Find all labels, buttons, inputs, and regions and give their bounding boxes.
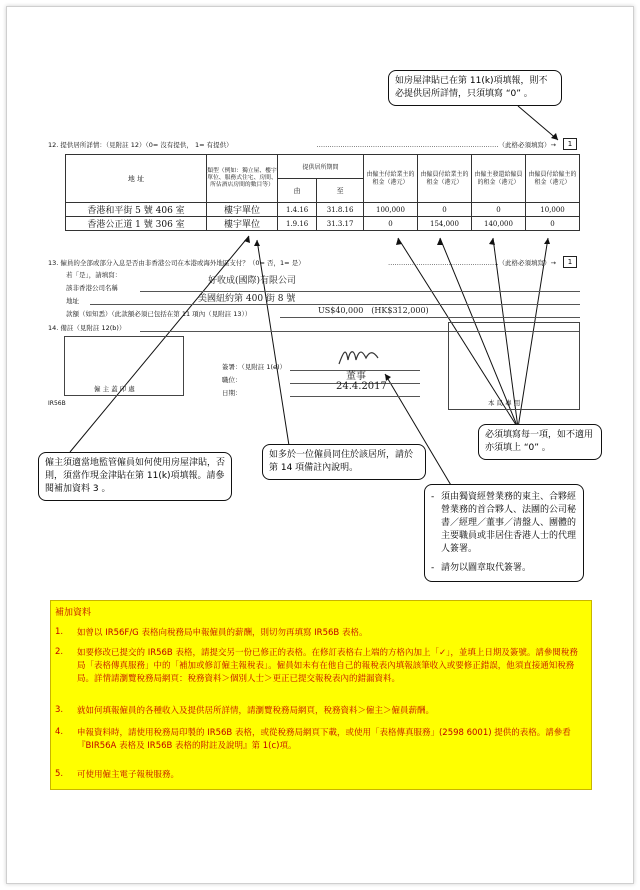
callout-house-allowance: 如房屋津貼已在第 11(k)項填報，則不必提供居所詳情，只須填寫 “0” 。 <box>388 70 562 106</box>
form-code: IR56B <box>48 400 66 407</box>
date-label: 日期： <box>222 389 242 397</box>
section-13-if-yes: 若「是」，請填寫： <box>66 271 122 279</box>
item-number: 3. <box>55 705 64 715</box>
table-row <box>66 217 580 231</box>
header-refund: 由僱主發還給僱員的租金（港元） <box>472 155 526 203</box>
cell-c2: 0 <box>418 203 472 217</box>
office-use-box <box>448 322 580 410</box>
item-number: 1. <box>55 627 64 637</box>
supplementary-item: 就如何填報僱員的各種收入及提供居所詳情，請瀏覽稅務局網頁，稅務資料＞僱主＞僱員薪酬。 <box>77 706 435 716</box>
cell-from: 1.9.16 <box>278 217 317 231</box>
header-to: 至 <box>317 179 364 203</box>
section-13-dots: ……………………………………………（此格必須填寫）→ <box>388 259 556 267</box>
cell-type: 樓宇單位 <box>207 203 278 217</box>
supplementary-item: 如曾以 IR56F/G 表格向稅務局申報僱員的薪酬，則切勿再填寫 IR56B 表格。 <box>77 628 368 638</box>
header-period: 提供居所期間 <box>278 155 364 179</box>
overseas-company-address: 美國紐約第 400 街 8 號 <box>198 294 296 304</box>
cell-c1: 0 <box>364 217 418 231</box>
item-number: 2. <box>55 647 64 657</box>
header-address: 地 址 <box>66 155 207 203</box>
signatory-rule: 須由獨資經營業務的東主、合夥經營業務的首合夥人、法團的公司秘書／經理／董事／清盤人、團體的主要職員或非居住香港人士的代理人簽署。 <box>441 492 577 554</box>
supplementary-item: 申報資料時，請使用稅務局印製的 IR56B 表格，或從稅務局網頁下載，或使用「表格傳真服務」(2598 6001) 提供的表格。請參看『BIR56A 表格及 IR56B 表格的附註及說明』第 1(c)項。 <box>77 728 571 751</box>
supplementary-info-box <box>50 600 592 790</box>
no-chop-rule: 請勿以圖章取代簽署。 <box>441 563 532 573</box>
header-rent-to-employer: 由僱員付給僱主的租金（港元） <box>526 155 580 203</box>
section-12-title: 12. 提供居所詳情：（見附註 12）（0= 沒有提供， 1= 有提供） <box>48 141 233 149</box>
position-value: 董事 <box>346 371 366 382</box>
company-name-label: 該非香港公司名稱 <box>66 284 118 292</box>
callout-signatory: - 須由獨資經營業務的東主、合夥經營業務的首合夥人、法團的公司秘書／經理／董事／清盤人、團體的主要職員或非居住香港人士的代理人簽署。 - 請勿以圖章取代簽署。 <box>424 484 584 582</box>
overseas-company-name: 好收成(國際)有限公司 <box>208 276 297 286</box>
header-from: 由 <box>278 179 317 203</box>
header-rent-employer: 由僱主付給業主的租金（港元） <box>364 155 418 203</box>
address-label: 地址 <box>66 297 79 305</box>
section-14-title: 14. 備註（見附註 12(b)） <box>48 324 126 332</box>
item-number: 5. <box>55 769 64 779</box>
supplementary-item: 如要修改已提交的 IR56B 表格，請提交另一份已修正的表格。在修訂表格右上端的方格內加上「✓」，並填上日期及簽號。請參閱稅務局「表格傳真服務」中的「補加或修訂僱主報稅表」。僱員如未有在他自己的報稅表內填報該筆收入或要修正錯誤，他須直接通知稅務局。詳情請瀏覽稅務局網頁：稅務資料＞個別人士＞更正已提交報稅表內的錯漏資料。 <box>77 648 578 684</box>
amount-label: 款額（如知悉）（此款額必須已包括在第 11 項內（見附註 13）） <box>66 310 252 318</box>
section-12-dots: …………………………………………………………………………（此格必須填寫）→ <box>316 141 556 149</box>
signature-scribble <box>336 344 382 368</box>
signature-label: 簽署：（見附註 1(e)） <box>222 363 287 371</box>
cell-to: 31.3.17 <box>317 217 364 231</box>
cell-c2: 154,000 <box>418 217 472 231</box>
header-type: 類型（例如：獨立屋、樓宇單位、服務式住宅、房間、所佔酒店房間的數目等） <box>207 155 278 203</box>
table-row <box>66 203 580 217</box>
cell-from: 1.4.16 <box>278 203 317 217</box>
cell-c3: 140,000 <box>472 217 526 231</box>
cell-type: 樓宇單位 <box>207 217 278 231</box>
housing-table <box>65 154 580 231</box>
supplementary-item: 可使用僱主電子報稅服務。 <box>77 770 180 780</box>
supplementary-title: 補加資料 <box>55 608 92 618</box>
cell-c4: 10,000 <box>526 203 580 217</box>
cell-c3: 0 <box>472 203 526 217</box>
section-13-box: 1 <box>563 256 577 268</box>
cell-address: 香港和平街 5 號 406 室 <box>66 203 207 217</box>
callout-allowance-supervision: 僱主須適當地監管僱員如何使用房屋津貼，否則，須當作現金津貼在第 11(k)項填報。請參閱補加資料 3 。 <box>38 452 232 501</box>
cell-c1: 100,000 <box>364 203 418 217</box>
section-13-title: 13. 僱員的全部或部分入息是否由非香港公司在本港或海外地區支付？（0= 否，1= 是） <box>48 259 305 267</box>
cell-address: 香港公正道 1 號 306 室 <box>66 217 207 231</box>
overseas-amount: US$40,000 (HK$312,000) <box>318 306 429 315</box>
callout-multiple-employees: 如多於一位僱員同住於該居所，請於第 14 項備註內說明。 <box>262 444 426 480</box>
section-12-box: 1 <box>563 138 577 150</box>
position-label: 職位： <box>222 376 242 384</box>
office-use-label: 本 局 專 用 <box>488 399 521 407</box>
cell-to: 31.8.16 <box>317 203 364 217</box>
stamp-label: 僱 主 蓋 印 處 <box>94 385 135 393</box>
header-rent-employee: 由僱員付給業主的租金（港元） <box>418 155 472 203</box>
date-value: 24.4.2017 <box>336 381 387 392</box>
item-number: 4. <box>55 727 64 737</box>
callout-fill-every-item: 必須填寫每一項，如不適用亦須填上 “0” 。 <box>478 424 602 460</box>
cell-c4: 0 <box>526 217 580 231</box>
